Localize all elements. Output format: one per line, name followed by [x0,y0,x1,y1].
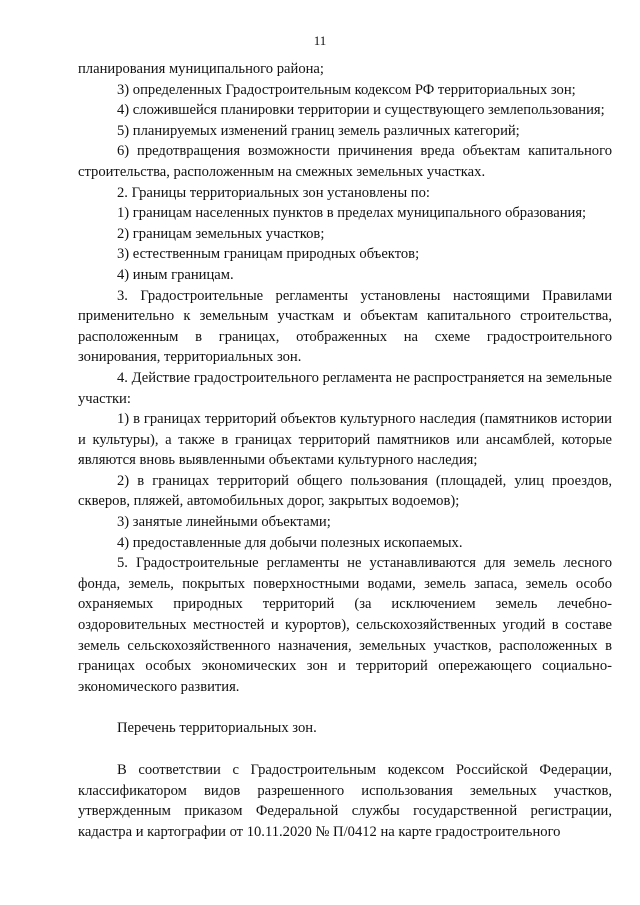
list-item: 2) границам земельных участков; [117,225,325,242]
list-item: 6) предотвращения возможности причинения вреда объектам капитального строительства, расположенным на смежных земельных участках. [78,143,612,180]
page-number: 11 [313,33,327,48]
section-paragraph: 5. Градостроительные регламенты не устанавливаются для земель лесного фонда, земель, покрытых поверхностными водами, земель запаса, земель особо охраняемых природных территорий (за исключением земель лечебно-оздоровительных местностей и курортов), сельскохозяйственных угодий в составе земель сельскохозяйственного назначения, земельных участков, расположенных в границах особых экономических зон и территорий опережающего социально-экономического развития. [78,555,612,695]
document-body [78,59,612,842]
section-heading: Перечень территориальных зон. [117,720,317,737]
list-item: 1) границам населенных пунктов в пределах муниципального образования; [117,205,587,222]
section-paragraph: 2. Границы территориальных зон установлены по: [117,184,430,201]
list-item: 4) сложившейся планировки территории и существующего землепользования; [117,102,605,119]
list-item: 5) планируемых изменений границ земель различных категорий; [117,122,520,139]
list-item: 1) в границах территорий объектов культурного наследия (памятников истории и культуры), а также в границах территорий памятников или ансамблей, которые являются вновь выявленными объектами культурного наследия; [78,411,612,469]
section-paragraph: 3. Градостроительные регламенты установлены настоящими Правилами применительно к земельным участкам и объектам капитального строительства, расположенным в границах, отображенных на схеме градостроительного зонирования, территориальных зон. [78,287,612,366]
paragraph: планирования муниципального района; [78,61,324,77]
list-item: 3) занятые линейными объектами; [117,514,331,531]
list-item: 4) иным границам. [117,266,234,283]
list-item: 2) в границах территорий общего пользования (площадей, улиц проездов, скверов, пляжей, автомобильных дорог, закрытых водоемов); [78,472,612,510]
list-item: 4) предоставленные для добычи полезных ископаемых. [117,534,463,551]
section-paragraph: 4. Действие градостроительного регламента не распространяется на земельные участки: [78,369,612,407]
list-item: 3) определенных Градостроительным кодексом РФ территориальных зон; [117,81,576,98]
list-item: 3) естественным границам природных объектов; [117,246,420,263]
closing-paragraph: В соответствии с Градостроительным кодексом Российской Федерации, классификатором видов разрешенного использования земельных участков, утвержденным приказом Федеральной службы государственной регистрации, кадастра и картографии от 10.11.2020 № П/0412 на карте градостроительного [78,762,612,840]
